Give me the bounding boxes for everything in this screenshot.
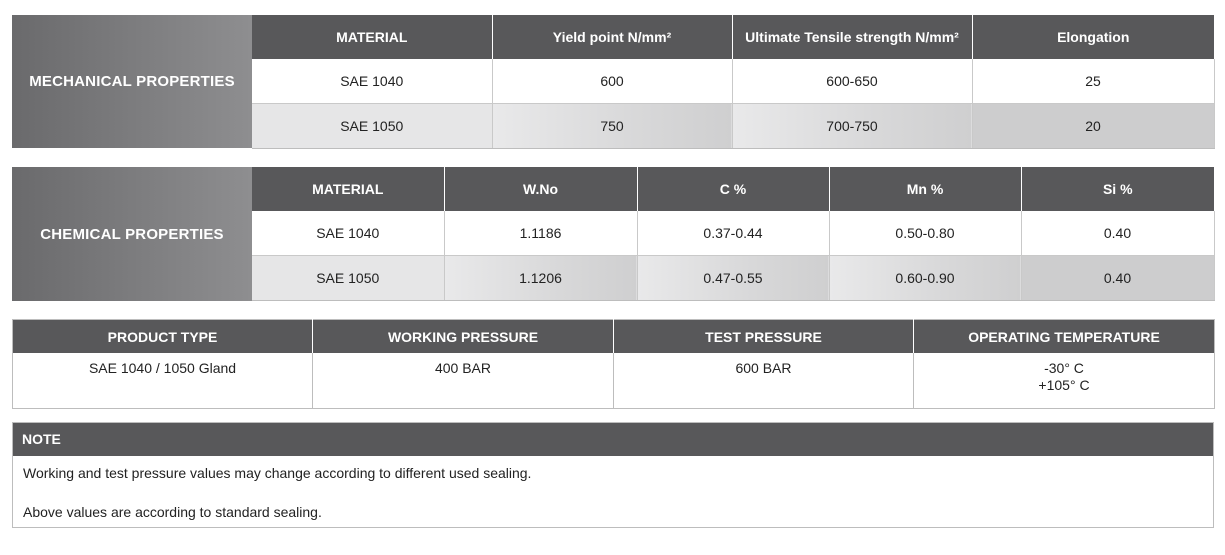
column-header-working-pressure: WORKING PRESSURE [313,320,614,354]
table-row [252,104,1214,149]
table-cell: 0.37-0.44 [637,211,829,256]
product-type-cell: SAE 1040 / 1050 Gland [13,353,313,409]
temperature-low: -30° C [1044,360,1084,376]
table-cell: 600 [492,59,732,104]
column-header-elongation: Elongation [972,15,1214,59]
table-row [252,59,1214,104]
table-header-row [13,320,1215,354]
column-header-w-no: W.No [444,167,637,211]
temperature-high: +105° C [1038,377,1090,393]
mechanical-properties-label: MECHANICAL PROPERTIES [12,15,252,148]
table-cell: 0.50-0.80 [829,211,1021,256]
column-header-yield-point: Yield point N/mm² [492,15,732,59]
table-cell: SAE 1040 [252,211,444,256]
table-cell: SAE 1040 [252,59,492,104]
chemical-properties-label: CHEMICAL PROPERTIES [12,167,252,301]
table-cell: SAE 1050 [252,104,492,149]
column-header-material: MATERIAL [252,167,444,211]
chemical-properties-block [12,167,1214,301]
column-header-product-type: PRODUCT TYPE [13,320,313,354]
column-header-test-pressure: TEST PRESSURE [614,320,914,354]
table-header-row [252,167,1214,211]
table-cell: SAE 1050 [252,256,444,301]
working-pressure-cell: 400 BAR [313,353,614,409]
table-cell: 0.40 [1021,256,1214,301]
column-header-operating-temperature: OPERATING TEMPERATURE [914,320,1215,354]
table-cell: 700-750 [732,104,972,149]
operating-temperature-cell [914,353,1215,409]
note-line: Above values are according to standard sealing. [23,504,322,520]
column-header-silicon: Si % [1021,167,1214,211]
table-cell: 750 [492,104,732,149]
mechanical-properties-table [252,15,1215,149]
note-line: Working and test pressure values may change according to different used sealing. [23,465,532,481]
table-row [252,256,1214,301]
table-header-row [252,15,1214,59]
mechanical-properties-block [12,15,1214,148]
table-cell: 0.40 [1021,211,1214,256]
table-row [13,353,1215,409]
product-table [12,319,1215,409]
chemical-properties-table [252,167,1215,301]
table-cell: 0.60-0.90 [829,256,1021,301]
column-header-manganese: Mn % [829,167,1021,211]
table-cell: 0.47-0.55 [637,256,829,301]
note-box [12,422,1214,528]
table-row [252,211,1214,256]
note-title: NOTE [13,423,1213,456]
column-header-carbon: C % [637,167,829,211]
table-cell: 600-650 [732,59,972,104]
column-header-tensile-strength: Ultimate Tensile strength N/mm² [732,15,972,59]
table-cell: 20 [972,104,1214,149]
table-cell: 1.1186 [444,211,637,256]
table-cell: 1.1206 [444,256,637,301]
test-pressure-cell: 600 BAR [614,353,914,409]
column-header-material: MATERIAL [252,15,492,59]
table-cell: 25 [972,59,1214,104]
note-body [13,456,1213,527]
